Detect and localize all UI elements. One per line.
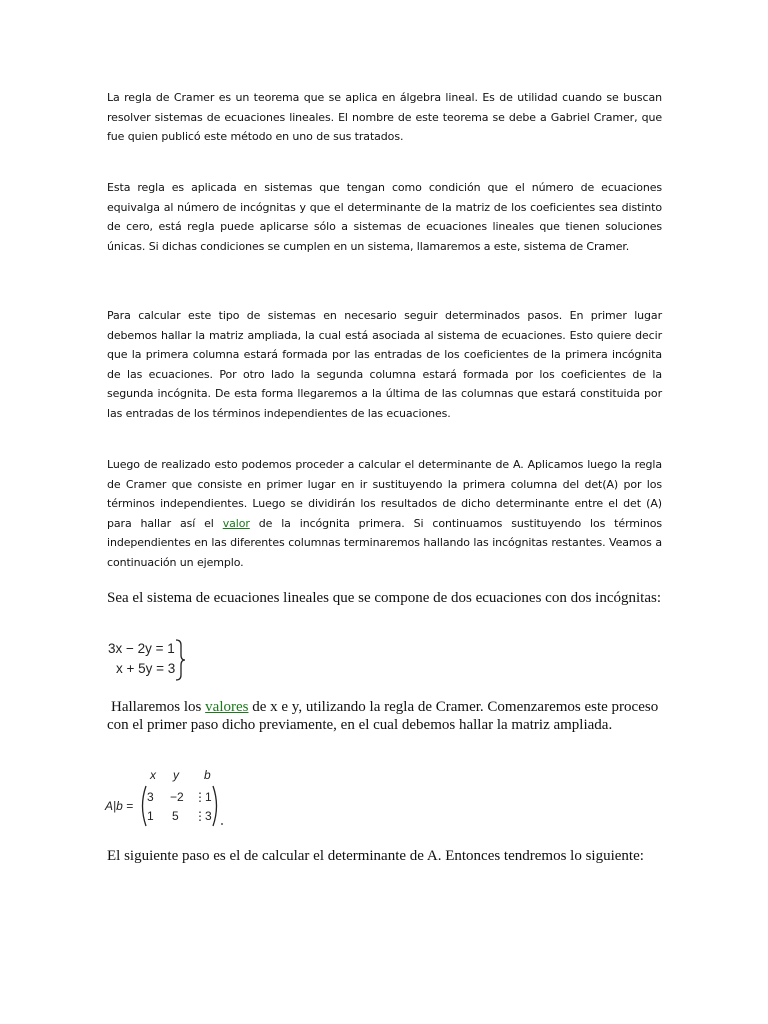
equation-system bbox=[108, 641, 188, 681]
paragraph-values bbox=[107, 699, 662, 734]
right-brace bbox=[174, 639, 186, 681]
matrix-cell: 5 bbox=[172, 809, 179, 823]
valor-link[interactable]: valor bbox=[222, 516, 250, 530]
paragraph-values-text-a: Hallaremos los bbox=[111, 699, 206, 715]
matrix-cell: ⋮ bbox=[194, 809, 206, 823]
paragraph-next-step: El siguiente paso es el de calcular el determinante de A. Entonces tendremos lo siguiente: bbox=[107, 848, 644, 864]
augmented-matrix bbox=[105, 768, 235, 828]
equation-1: 3x − 2y = 1 bbox=[108, 641, 175, 656]
valores-link[interactable]: valores bbox=[205, 699, 249, 715]
right-paren bbox=[211, 785, 225, 827]
matrix-header-x: x bbox=[150, 768, 156, 782]
matrix-header-y: y bbox=[173, 768, 179, 782]
paragraph-values-text-b: de x e y, utilizando la regla de Cramer. Comenzaremos este proceso con el primer paso dicho previamente, en el cual debemos hallar la matriz ampliada. bbox=[107, 699, 659, 733]
paragraph-intro: La regla de Cramer es un teorema que se aplica en álgebra lineal. Es de utilidad cuando se buscan resolver sistemas de ecuaciones lineales. El nombre de este teorema se debe a Gabriel Cramer, que fue quien publicó este método en uno de sus tratados. bbox=[107, 91, 662, 143]
matrix-cell: 1 bbox=[147, 809, 154, 823]
matrix-cell: 1 bbox=[205, 790, 212, 804]
matrix-cell: 3 bbox=[147, 790, 154, 804]
matrix-cell: 3 bbox=[205, 809, 212, 823]
paragraph-conditions: Esta regla es aplicada en sistemas que tengan como condición que el número de ecuaciones equivalga al número de incógnitas y que el determinante de la matriz de los coeficientes sea distinto de cero, está regla puede aplicarse sólo a sistemas de ecuaciones lineales que tienen soluciones únicas. Si dichas condiciones se cumplen en un sistema, llamaremos a este, sistema de Cramer. bbox=[107, 181, 662, 253]
paragraph-determinant-text-a: Luego de realizado esto podemos proceder a calcular el determinante de A. Aplicamos luego la regla de Cramer que consiste en primer lugar en ir sustituyendo la primera columna del det(A) por los términos independientes. Luego se dividirán los resultados de dicho determinante entre el det (A) para hallar así el bbox=[107, 458, 662, 530]
paragraph-determinant bbox=[107, 455, 662, 572]
paragraph-determinant-text-b: de la incógnita primera. Si continuamos sustituyendo los términos independientes en las diferentes columnas terminaremos hallando las incógnitas restantes. Veamos a continuación un ejemplo. bbox=[107, 516, 663, 569]
matrix-label: A|b = bbox=[105, 799, 134, 813]
matrix-cell: −2 bbox=[170, 790, 184, 804]
matrix-cell: ⋮ bbox=[194, 790, 206, 804]
paragraph-system-intro: Sea el sistema de ecuaciones lineales que se compone de dos ecuaciones con dos incógnitas: bbox=[107, 590, 661, 606]
equation-2: x + 5y = 3 bbox=[116, 661, 176, 676]
matrix-header-b: b bbox=[204, 768, 211, 782]
paragraph-steps: Para calcular este tipo de sistemas en necesario seguir determinados pasos. En primer lugar debemos hallar la matriz ampliada, la cual está asociada al sistema de ecuaciones. Esto quiere decir que la primera columna estará formada por las entradas de los coeficientes de la primera incógnita de las ecuaciones. Por otro lado la segunda columna estará formada por los coeficientes de la segunda incógnita. De esta forma llegaremos a la última de las columnas que estará constituida por las entradas de los términos independientes de las ecuaciones. bbox=[107, 309, 662, 420]
